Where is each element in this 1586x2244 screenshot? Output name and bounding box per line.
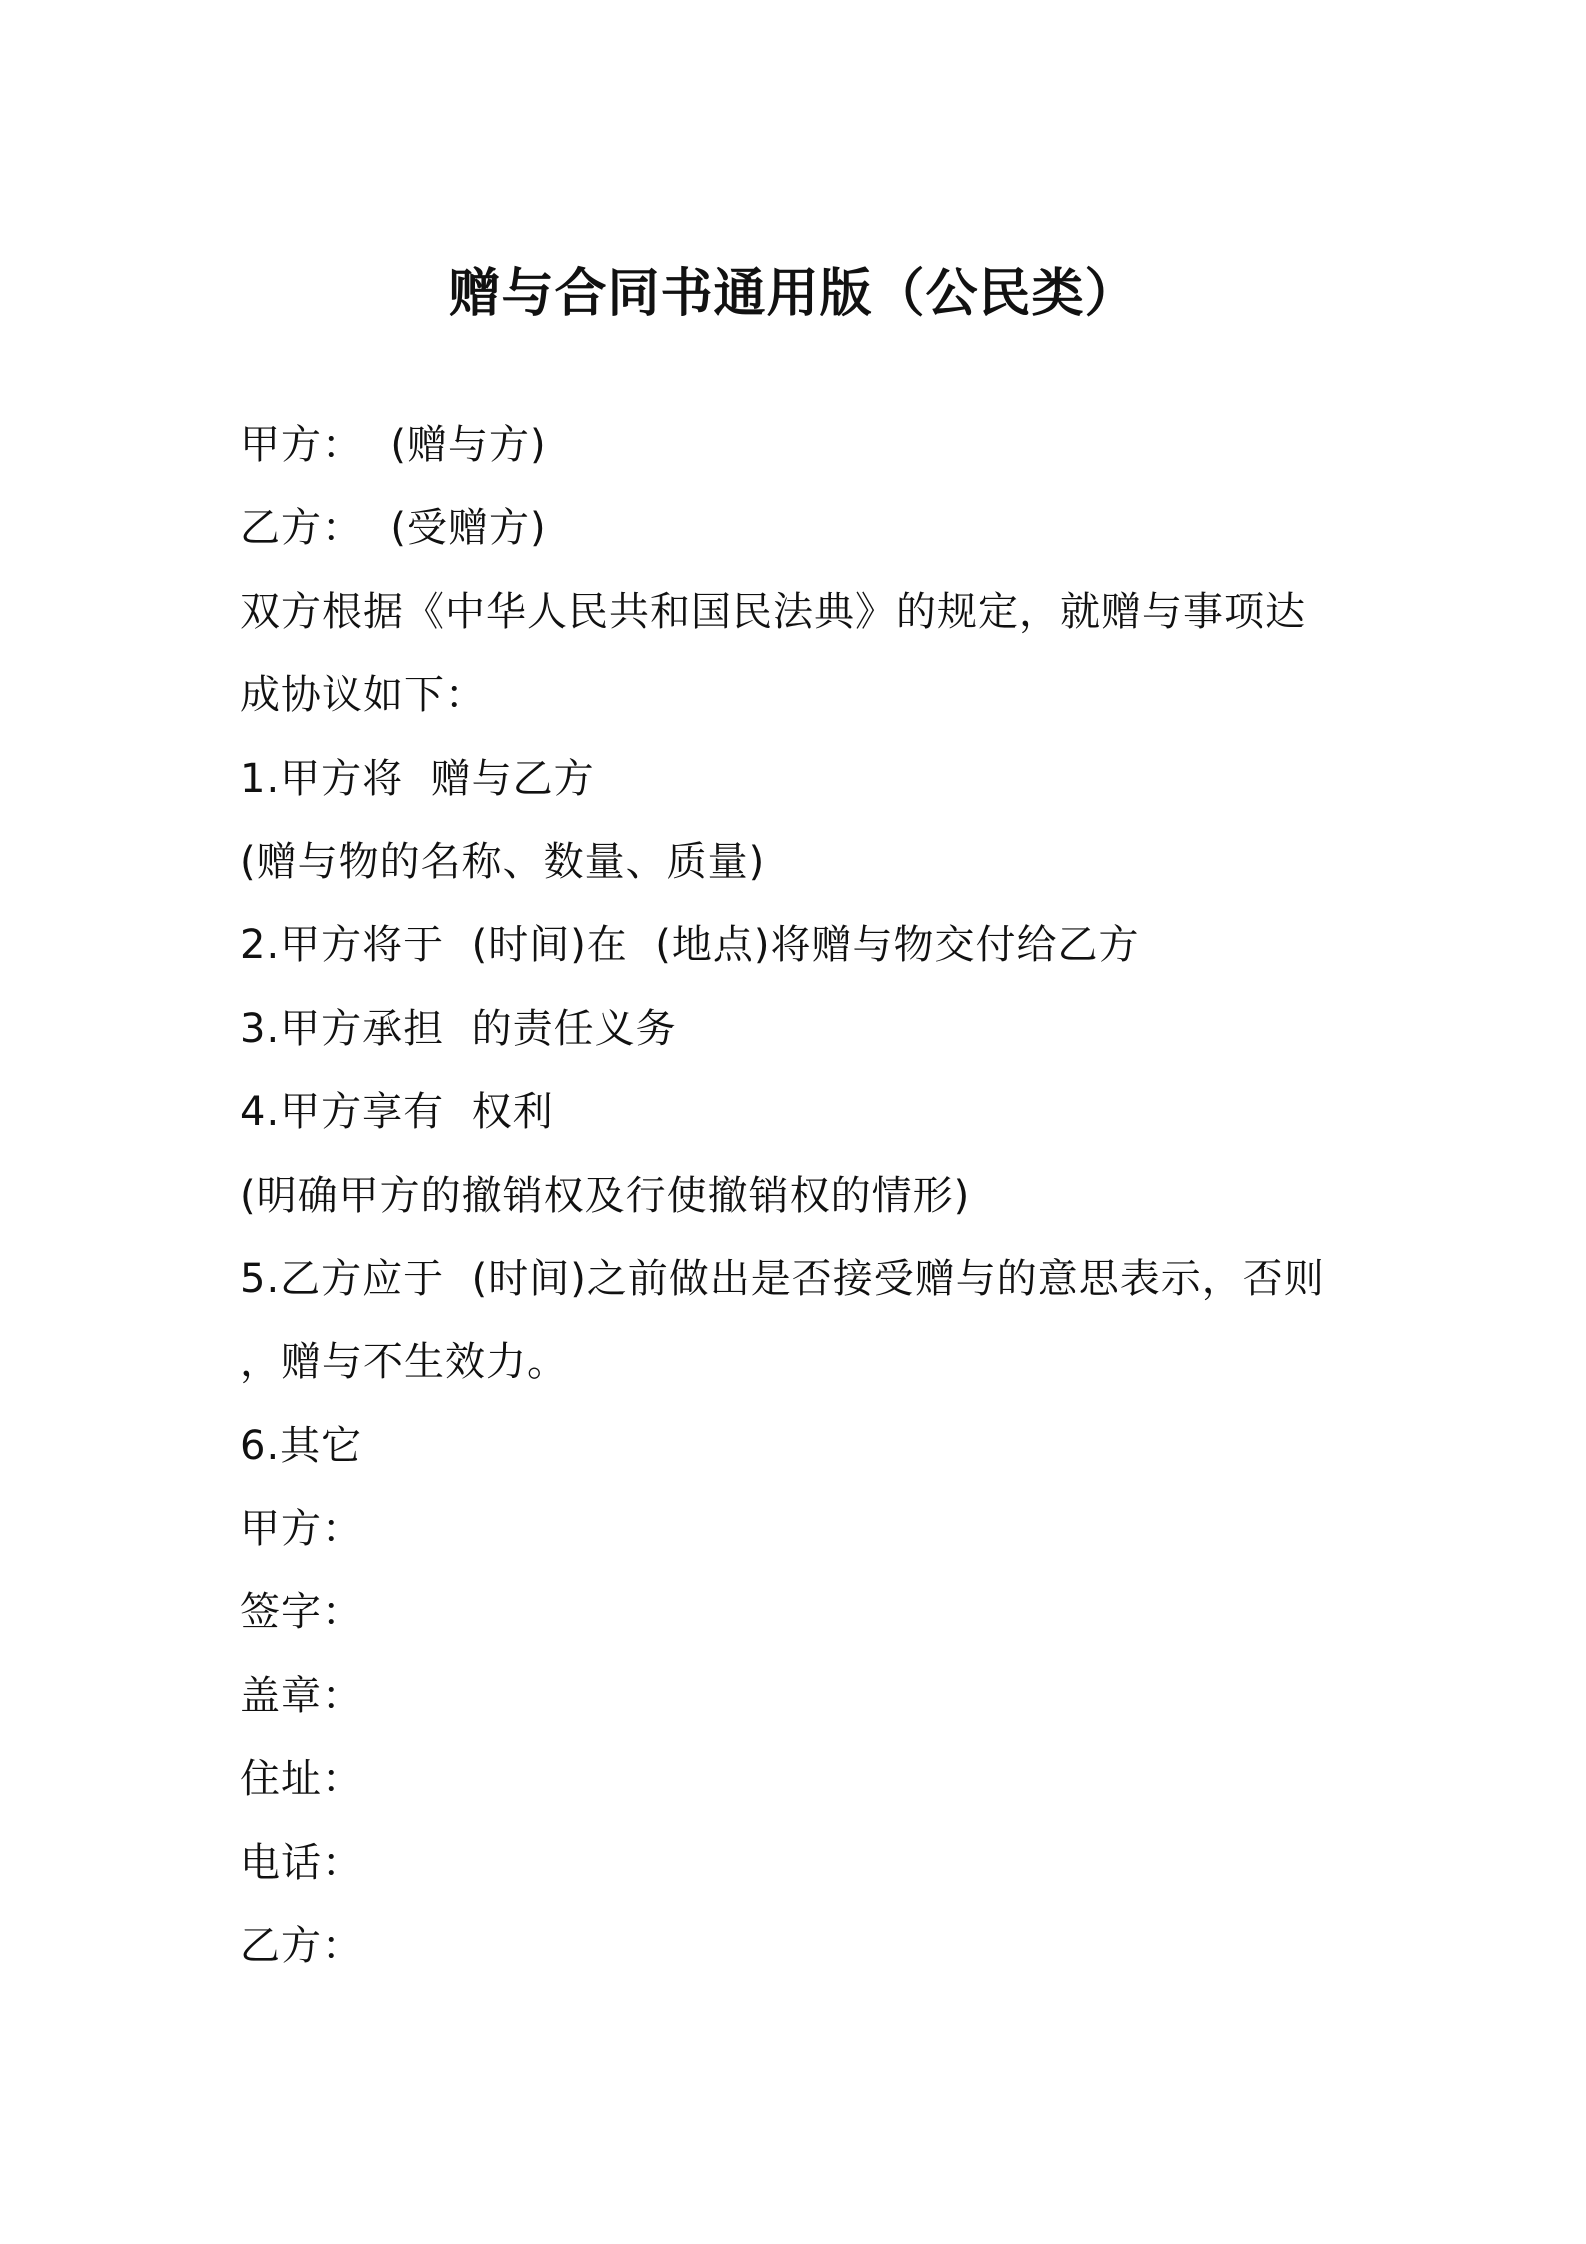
clause-1: 1.甲方将 赠与乙方 (240, 755, 595, 802)
signature-sign: 签字： (240, 1589, 363, 1636)
clause-4: 4.甲方享有 权利 (240, 1089, 554, 1136)
document-title: 赠与合同书通用版（公民类） (448, 264, 1138, 324)
clause-1-note: (赠与物的名称、数量、质量) (240, 838, 766, 885)
signature-party-a: 甲方： (240, 1506, 363, 1553)
party-b-line: 乙方： (受赠方) (240, 505, 547, 552)
clause-3: 3.甲方承担 的责任义务 (240, 1005, 677, 1052)
signature-party-b: 乙方： (240, 1923, 363, 1970)
signature-seal: 盖章： (240, 1672, 363, 1719)
clause-5: 5.乙方应于 (时间)之前做出是否接受赠与的意思表示，否则 (240, 1255, 1325, 1302)
clause-4-note: (明确甲方的撤销权及行使撤销权的情形) (240, 1172, 971, 1219)
clause-5-cont: ，赠与不生效力。 (240, 1339, 568, 1386)
party-a-line: 甲方： (赠与方) (240, 422, 547, 468)
intro-line-2: 成协议如下： (240, 672, 486, 719)
signature-address: 住址： (240, 1756, 363, 1803)
document-body (240, 404, 1360, 1988)
intro-line-1: 双方根据《中华人民共和国民法典》的规定，就赠与事项达 (240, 588, 1306, 635)
clause-2: 2.甲方将于 (时间)在 (地点)将赠与物交付给乙方 (240, 922, 1140, 969)
signature-phone: 电话： (240, 1839, 363, 1886)
clause-6: 6.其它 (240, 1422, 363, 1469)
